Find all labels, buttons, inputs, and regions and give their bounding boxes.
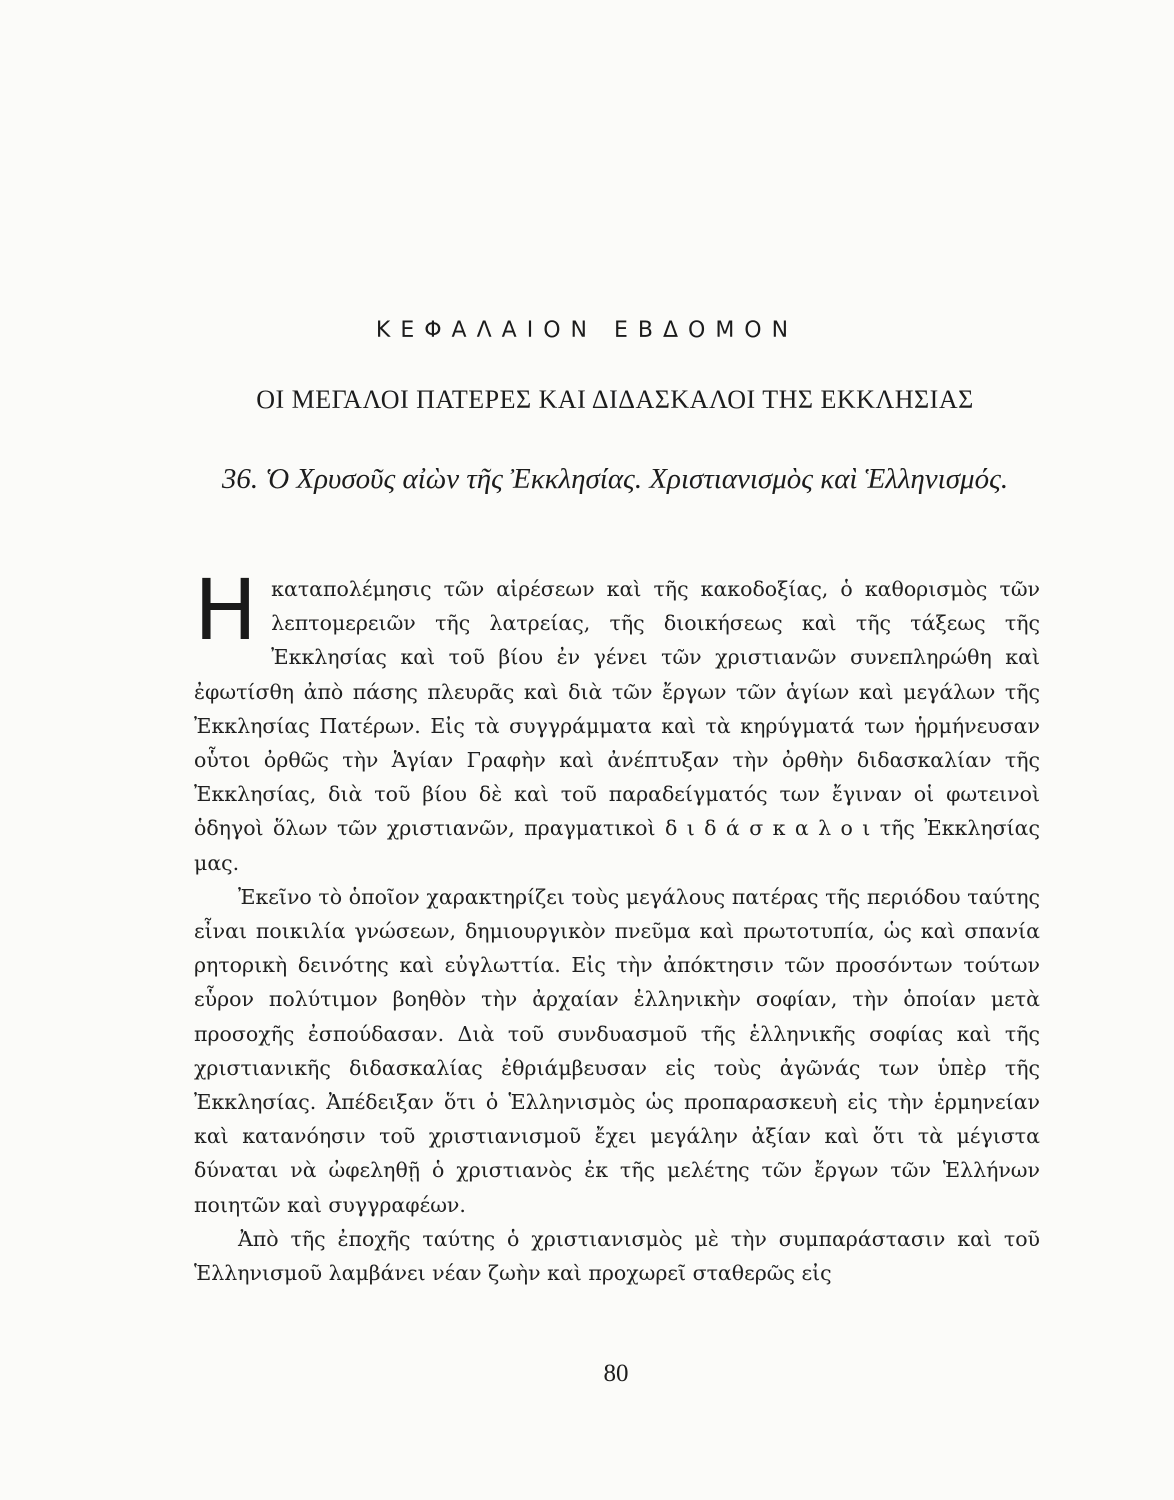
- chapter-title: ΟΙ ΜΕΓΑΛΟΙ ΠΑΤΕΡΕΣ ΚΑΙ ΔΙΔΑΣΚΑΛΟΙ ΤΗΣ ΕΚΚΛΗΣΙΑΣ: [256, 385, 974, 414]
- paragraph-2: Ἐκεῖνο τὸ ὁποῖον χαρακτηρίζει τοὺς μεγάλους πατέρας τῆς περιόδου ταύτης εἶναι ποικιλία γνώσεων, δημιουργικὸν πνεῦμα καὶ πρωτοτυπία, ὡς καὶ σπανία ρητορικὴ δεινότης καὶ εὐγλωττία. Εἰς τὴν ἀπόκτησιν τῶν προσόντων τούτων εὗρον πολύτιμον βοηθὸν τὴν ἀρχαίαν ἑλληνικὴν σοφίαν, τὴν ὁποίαν μετὰ προσοχῆς ἐσπούδασαν. Διὰ τοῦ συνδυασμοῦ τῆς ἑλληνικῆς σοφίας καὶ τῆς χριστιανικῆς διδασκαλίας ἐθριάμβευσαν εἰς τοὺς ἀγῶνάς των ὑπὲρ τῆς Ἐκκλησίας. Ἀπέδειξαν ὅτι ὁ Ἑλληνισμὸς ὡς προπαρασκευὴ εἰς τὴν ἑρμηνείαν καὶ κατανόησιν τοῦ χριστιανισμοῦ ἔχει μεγάλην ἀξίαν καὶ ὅτι τὰ μέγιστα δύναται νὰ ὠφεληθῇ ὁ χριστιανὸς ἐκ τῆς μελέτης τῶν ἔργων τῶν Ἑλλήνων ποιητῶν καὶ συγγραφέων.: [194, 884, 1040, 1217]
- chapter-label: ΚΕΦΑΛΑΙΟΝ ΕΒΔΟΜΟΝ: [375, 318, 799, 343]
- drop-cap: Η: [194, 561, 258, 659]
- paragraph-3: Ἀπὸ τῆς ἐποχῆς ταύτης ὁ χριστιανισμὸς μὲ τὴν συμπαράστασιν καὶ τοῦ Ἑλληνισμοῦ λαμβάνει νέαν ζωὴν καὶ προχωρεῖ σταθερῶς εἰς: [194, 1226, 1040, 1286]
- paragraph-1-text: καταπολέμησις τῶν αἱρέσεων καὶ τῆς κακοδοξίας, ὁ καθορισμὸς τῶν λεπτομερειῶν τῆς λατρείας, τῆς διοικήσεως καὶ τῆς τάξεως τῆς Ἐκκλησίας καὶ τοῦ βίου ἐν γένει τῶν χριστιανῶν συνεπληρώθη καὶ ἐφωτίσθη ἀπὸ πάσης πλευρᾶς καὶ διὰ τῶν ἔργων τῶν ἁγίων καὶ μεγάλων τῆς Ἐκκλησίας Πατέρων. Εἰς τὰ συγγράμματα καὶ τὰ κηρύγματά των ἡρμήνευσαν οὗτοι ὀρθῶς τὴν Ἁγίαν Γραφὴν καὶ ἀνέπτυξαν τὴν ὀρθὴν διδασκαλίαν τῆς Ἐκκλησίας, διὰ τοῦ βίου δὲ καὶ τοῦ παραδείγματός των ἔγιναν οἱ φωτεινοὶ ὁδηγοὶ ὅλων τῶν χριστιανῶν, πραγματικοὶ δ ι δ ά σ κ α λ ο ι τῆς Ἐκκλησίας μας.: [194, 577, 1040, 875]
- paragraph-1: [194, 561, 1040, 880]
- section-heading: 36. Ὁ Χρυσοῦς αἰὼν τῆς Ἐκκλησίας. Χριστιανισμὸς καὶ Ἑλληνισμός.: [221, 463, 1009, 495]
- page-number: 80: [603, 1360, 629, 1387]
- body-text: [194, 561, 1040, 1290]
